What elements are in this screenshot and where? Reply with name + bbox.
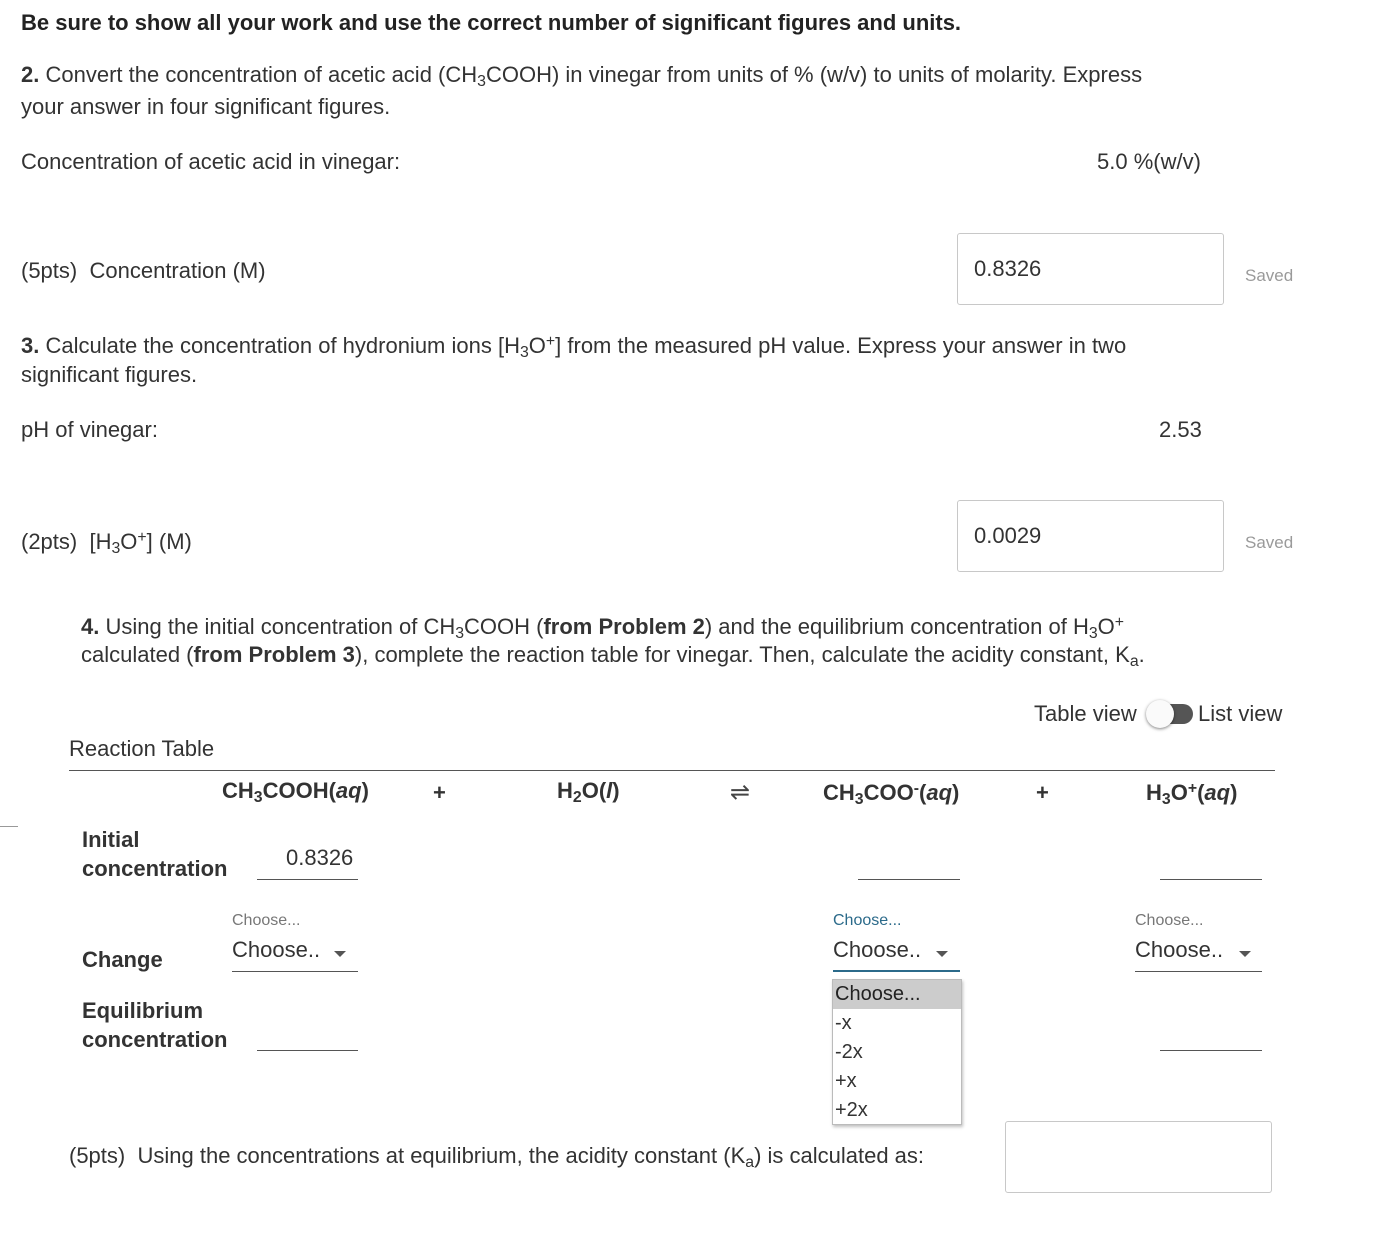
header-hydronium: $H_3O^+(aq)$ bbox=[1146, 780, 1238, 809]
q3-hydronium-input[interactable]: 0.0029 bbox=[957, 500, 1224, 572]
row-label-change: Change bbox=[82, 947, 163, 972]
view-toggle-knob[interactable] bbox=[1146, 700, 1174, 728]
q2-number: 2. bbox=[21, 62, 40, 87]
dropdown-option[interactable]: +x bbox=[835, 1070, 857, 1092]
change-dropdown-list[interactable] bbox=[832, 979, 962, 1125]
row-label-initial: Initial concentration bbox=[82, 827, 228, 881]
q3-prompt-line2: significant figures. bbox=[21, 362, 198, 387]
instructions: Be sure to show all your work and use the correct number of significant figures and units. bbox=[21, 10, 962, 35]
table-view-label[interactable]: Table view bbox=[1034, 701, 1137, 726]
q3-prompt-line1: 3. Calculate the concentration of hydronium ions $[H_3O^+]$ from the measured pH value. Express your answer in two bbox=[21, 333, 1127, 362]
reaction-table-title: Reaction Table bbox=[69, 736, 215, 761]
change-acetate-select-label: Choose... bbox=[833, 912, 902, 929]
dropdown-option[interactable]: -2x bbox=[835, 1041, 863, 1063]
ka-label: (5pts) Using the concentrations at equilibrium, the acidity constant $(K_a)$ is calculated as: bbox=[69, 1143, 925, 1171]
header-acetate: $CH_3COO^-(aq)$ bbox=[823, 780, 960, 809]
q2-concentration-input[interactable]: 0.8326 bbox=[957, 233, 1224, 305]
q2-answer-label: (5pts) Concentration (M) bbox=[21, 258, 266, 283]
change-hydronium-select-label: Choose... bbox=[1135, 912, 1204, 929]
q3-saved-status: Saved bbox=[1245, 533, 1294, 552]
q4-prompt-line2: calculated (from Problem 3), complete the reaction table for vinegar. Then, calculate the acidity constant, $K_a$. bbox=[81, 642, 1145, 670]
q2-given-value: 5.0 %(w/v) bbox=[1097, 149, 1201, 174]
change-acetate-select-underline-active bbox=[833, 970, 960, 972]
change-acetate-select-value[interactable]: Choose.. bbox=[833, 937, 922, 962]
table-top-rule bbox=[69, 770, 1275, 771]
q2-prompt-line1: 2. Convert the concentration of acetic acid $(CH_3COOH)$ in vinegar from units of % (w/v) to units of molarity. Express bbox=[21, 62, 1143, 90]
equil-acid-input[interactable] bbox=[257, 1050, 358, 1051]
chevron-down-icon[interactable] bbox=[334, 951, 346, 957]
ka-input[interactable] bbox=[1005, 1121, 1272, 1193]
q2-prompt-line2: your answer in four significant figures. bbox=[21, 94, 391, 119]
chevron-down-icon[interactable] bbox=[1239, 951, 1251, 957]
row-label-equilibrium: Equilibrium concentration bbox=[82, 998, 228, 1052]
change-hydronium-select-value[interactable]: Choose.. bbox=[1135, 937, 1224, 962]
header-acetic-acid: $CH_3COOH(aq)$ bbox=[222, 778, 369, 806]
left-edge-mark bbox=[0, 826, 18, 827]
equilibrium-arrow-icon: ⇌ bbox=[730, 779, 751, 806]
change-hydronium-select-underline bbox=[1135, 971, 1262, 972]
q4-prompt-line1: 4. Using the initial concentration of $CH_3COOH$ (from Problem 2) and the equilibrium concentration of $H_3O^+$ bbox=[81, 614, 1125, 643]
q2-saved-status: Saved bbox=[1245, 266, 1294, 285]
q2-given-label: Concentration of acetic acid in vinegar: bbox=[21, 149, 401, 174]
change-acid-select-value[interactable]: Choose.. bbox=[232, 937, 321, 962]
dropdown-option[interactable]: +2x bbox=[835, 1099, 868, 1121]
dropdown-option[interactable]: Choose... bbox=[833, 980, 961, 1009]
list-view-label[interactable]: List view bbox=[1198, 701, 1283, 726]
initial-acid-value[interactable]: 0.8326 bbox=[286, 845, 354, 870]
initial-hydronium-input[interactable] bbox=[1160, 879, 1262, 880]
change-acid-select-label: Choose... bbox=[232, 912, 301, 929]
chevron-down-icon[interactable] bbox=[936, 951, 948, 957]
initial-acetate-input[interactable] bbox=[858, 879, 960, 880]
initial-acid-underline bbox=[257, 879, 358, 880]
header-water: $H_2O(l)$ bbox=[557, 778, 620, 806]
q3-given-label: pH of vinegar: bbox=[21, 417, 158, 442]
header-plus-1: + bbox=[433, 780, 446, 805]
q3-answer-label: (2pts) $[H_3O^+]$ (M) bbox=[21, 529, 192, 558]
change-acid-select-underline bbox=[232, 971, 358, 972]
dropdown-option[interactable]: -x bbox=[835, 1012, 852, 1034]
header-plus-2: + bbox=[1036, 780, 1049, 805]
equil-hydronium-input[interactable] bbox=[1160, 1050, 1262, 1051]
q3-given-value: 2.53 bbox=[1159, 417, 1202, 442]
